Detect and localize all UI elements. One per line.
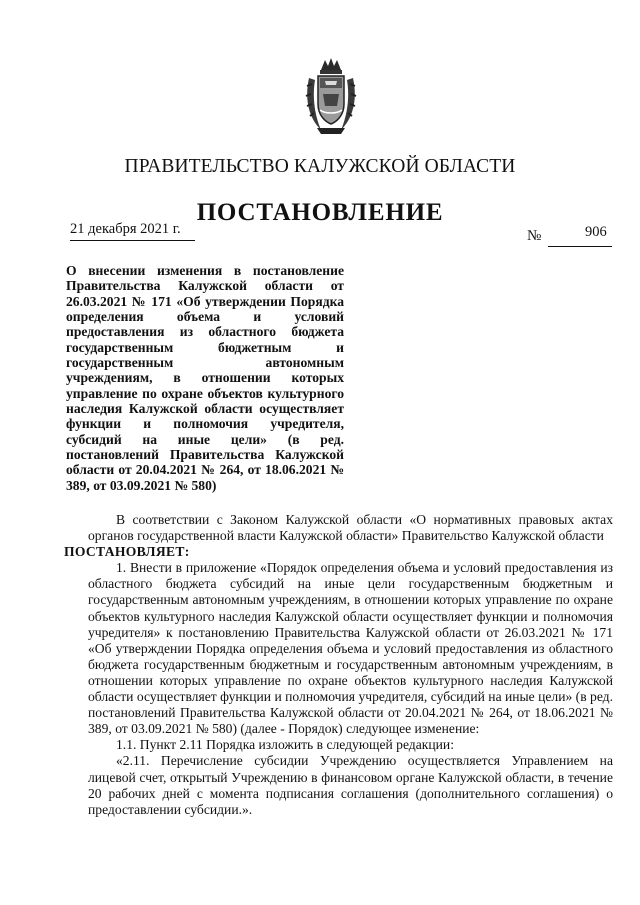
document-body [64,512,613,818]
decree-word: ПОСТАНОВЛЯЕТ: [64,544,190,560]
document-type-title: ПОСТАНОВЛЕНИЕ [196,199,444,226]
number-label: № [527,228,542,244]
body-intro [88,512,613,544]
body-item-1: 1. Внести в приложение «Порядок определения объема и условий предоставления из областного бюджета субсидий на иные цели государственным бюджетным и государственным автономным учреждениям, в отношении которых управление по охране объектов культурного наследия Калужской области осуществляет функции и полномочия учредителя» к постановлению Правительства Калужской области от 26.03.2021 № 171 «Об утверждении Порядка определения объема и условий предоставления из областного бюджета государственным бюджетным и государственным автономным учреждениям, в отношении которых управление по охране объектов культурного наследия Калужской области осуществляет функции и полномочия учредителя, субсидий на иные цели» (в ред. постановлений Правительства Калужской области от 20.04.2021 № 264, от 18.06.2021 № 389, от 03.09.2021 № 580) (далее - Порядок) следующее изменение: [88,560,613,737]
date-underline [70,240,195,241]
number-underline [548,246,612,247]
document-subject: О внесении изменения в постановление Правительства Калужской области от 26.03.2021 № 171 «Об утверждении Порядка определения объема и условий предоставления из областного бюджета государственным бюджетным и государственным автономным учреждениям, в отношении которых управление по охране объектов культурного наследия Калужской области осуществляет функции и полномочия учредителя, субсидий на иные цели» (в ред. постановлений Правительства Калужской области от 20.04.2021 № 264, от 18.06.2021 № 389, от 03.09.2021 № 580) [66,263,344,493]
decree-line [64,544,613,560]
document-number: 906 [585,224,607,240]
government-title: ПРАВИТЕЛЬСТВО КАЛУЖСКОЙ ОБЛАСТИ [124,156,516,177]
document-date: 21 декабря 2021 г. [70,221,181,237]
body-quote: «2.11. Перечисление субсидии Учреждению осуществляется Управлением на лицевой счет, открытый Учреждению в финансовом органе Калужской области, в течение 20 рабочих дней с момента подписания соглашения (дополнительного соглашения) о предоставлении субсидии.». [88,753,613,817]
body-item-1-1: 1.1. Пункт 2.11 Порядка изложить в следующей редакции: [116,737,454,753]
intro-text: В соответствии с Законом Калужской области «О нормативных правовых актах органов государственной власти Калужской области» Правительство Калужской области [88,512,613,544]
coat-of-arms-icon [303,56,359,138]
